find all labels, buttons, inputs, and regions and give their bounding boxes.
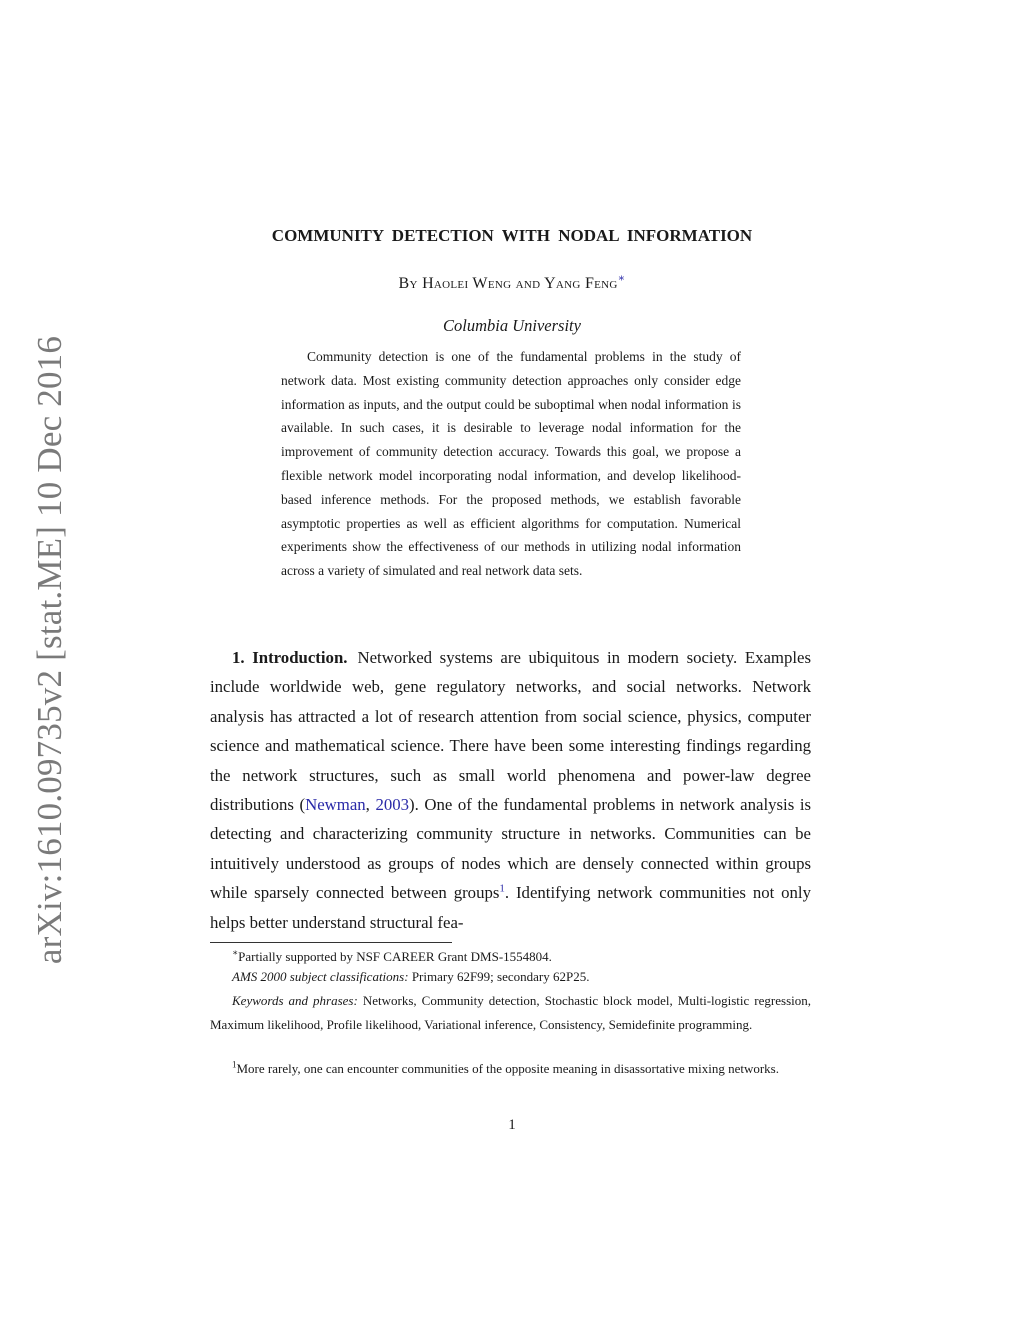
paper-authors bbox=[0, 272, 1024, 293]
footnote-1 bbox=[210, 1057, 811, 1081]
abstract: Community detection is one of the fundamental problems in the study of network data. Most existing community detection approaches only consider edge information as inputs, and the output could be suboptimal when nodal information is available. In such cases, it is desirable to leverage nodal information for the improvement of community detection accuracy. Towards this goal, we propose a flexible network model incorporating nodal information, and develop likelihood-based inference methods. For the proposed methods, we establish favorable asymptotic properties as well as efficient algorithms for computation. Numerical experiments show the effectiveness of our methods in utilizing nodal information across a variety of simulated and real network data sets. bbox=[281, 349, 741, 579]
paper-title: COMMUNITY DETECTION WITH NODAL INFORMATION bbox=[271, 226, 753, 245]
ams-text: Primary 62F99; secondary 62P25. bbox=[408, 969, 590, 984]
footnote-grant-mark: ∗ bbox=[232, 947, 239, 958]
keywords-text: Networks, Community detection, Stochastic block model, Multi-logistic regression, Maximum likelihood, Profile likelihood, Variational inference, Consistency, Semidefinite programming. bbox=[210, 993, 811, 1032]
footnote-grant-text: Partially supported by NSF CAREER Grant DMS-1554804. bbox=[238, 949, 552, 964]
page-number: 1 bbox=[508, 1117, 516, 1133]
author-names: By Haolei Weng and Yang Feng bbox=[398, 275, 618, 292]
introduction-paragraph bbox=[210, 643, 811, 937]
ams-label: AMS 2000 subject classifications: bbox=[232, 969, 409, 984]
footnote-1-link[interactable]: 1 bbox=[499, 882, 505, 895]
author-affiliation: Columbia University bbox=[443, 316, 581, 335]
footnote-divider bbox=[210, 942, 452, 943]
footnote-ams-classification bbox=[210, 965, 811, 989]
citation-author-link[interactable]: Newman bbox=[305, 795, 366, 815]
intro-text-part-2: ). One of the fundamental problems in network analysis is detecting and characterizing community structure in networks. Communities can be intuitively understood as groups of nodes which are densely connected within groups while sparsely connected between groups bbox=[210, 795, 812, 903]
section-heading: 1. Introduction. bbox=[232, 648, 348, 667]
intro-text-part-3: . Identifying network communities not only helps better understand structural fea- bbox=[210, 883, 811, 932]
author-footnote-link[interactable]: ∗ bbox=[617, 272, 626, 285]
citation-year-link[interactable]: 2003 bbox=[375, 795, 409, 815]
arxiv-identifier-stamp: arXiv:1610.09735v2 [stat.ME] 10 Dec 2016 bbox=[30, 335, 69, 965]
footnote-1-mark: 1 bbox=[232, 1059, 237, 1070]
footnote-keywords bbox=[210, 989, 811, 1037]
intro-text-part-1: Networked systems are ubiquitous in modern society. Examples include worldwide web, gene regulatory networks, and social networks. Network analysis has attracted a lot of research attention from social science, physics, computer science and mathematical science. There have been some interesting findings regarding the network structures, such as small world phenomena and power-law degree distributions ( bbox=[210, 648, 811, 815]
keywords-label: Keywords and phrases: bbox=[232, 993, 358, 1008]
citation-separator: , bbox=[365, 795, 376, 815]
footnote-1-text: More rarely, one can encounter communities of the opposite meaning in disassortative mixing networks. bbox=[236, 1061, 779, 1076]
